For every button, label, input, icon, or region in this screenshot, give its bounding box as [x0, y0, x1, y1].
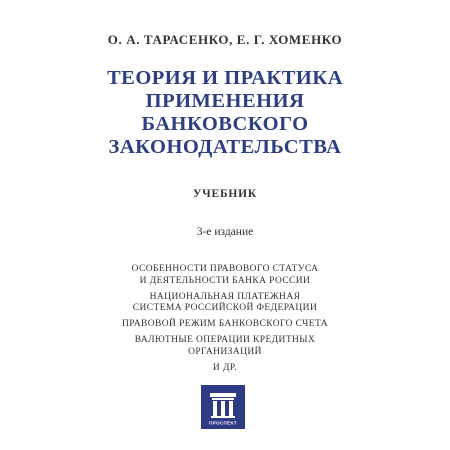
topic-line: И ДЕЯТЕЛЬНОСТИ БАНКА РОССИИ — [139, 275, 311, 286]
topic-item — [0, 363, 450, 375]
topic-line: И ДР. — [212, 362, 238, 373]
publisher-logo-text: ПРОСПЕКТ — [209, 420, 237, 426]
title-line: ЗАКОНОДАТЕЛЬСТВА — [108, 136, 342, 158]
topic-item — [0, 264, 450, 287]
authors: О. А. ТАРАСЕНКО, Е. Г. ХОМЕНКО — [107, 32, 343, 47]
topic-line: СИСТЕМА РОССИЙСКОЙ ФЕДЕРАЦИИ — [132, 303, 318, 313]
topic-line: ОСОБЕННОСТИ ПРАВОВОГО СТАТУСА — [131, 264, 319, 274]
publisher-logo — [201, 385, 245, 429]
title-line: ПРИМЕНЕНИЯ — [145, 90, 305, 112]
topic-item — [0, 335, 450, 358]
edition: 3-е издание — [196, 226, 254, 238]
title-line: ТЕОРИЯ И ПРАКТИКА — [106, 67, 344, 89]
topic-item — [0, 319, 450, 331]
topic-item — [0, 292, 450, 315]
book-type: УЧЕБНИК — [193, 188, 257, 200]
topics-list — [0, 264, 450, 379]
topic-line: ОРГАНИЗАЦИЙ — [188, 346, 262, 357]
title-line: БАНКОВСКОГО — [141, 113, 309, 135]
topic-line: НАЦИОНАЛЬНАЯ ПЛАТЕЖНАЯ — [149, 291, 301, 302]
topic-line: ПРАВОВОЙ РЕЖИМ БАНКОВСКОГО СЧЕТА — [122, 319, 328, 329]
book-title — [0, 67, 450, 159]
publisher-building-logo-icon — [201, 385, 245, 429]
topic-line: ВАЛЮТНЫЕ ОПЕРАЦИИ КРЕДИТНЫХ — [134, 335, 316, 345]
